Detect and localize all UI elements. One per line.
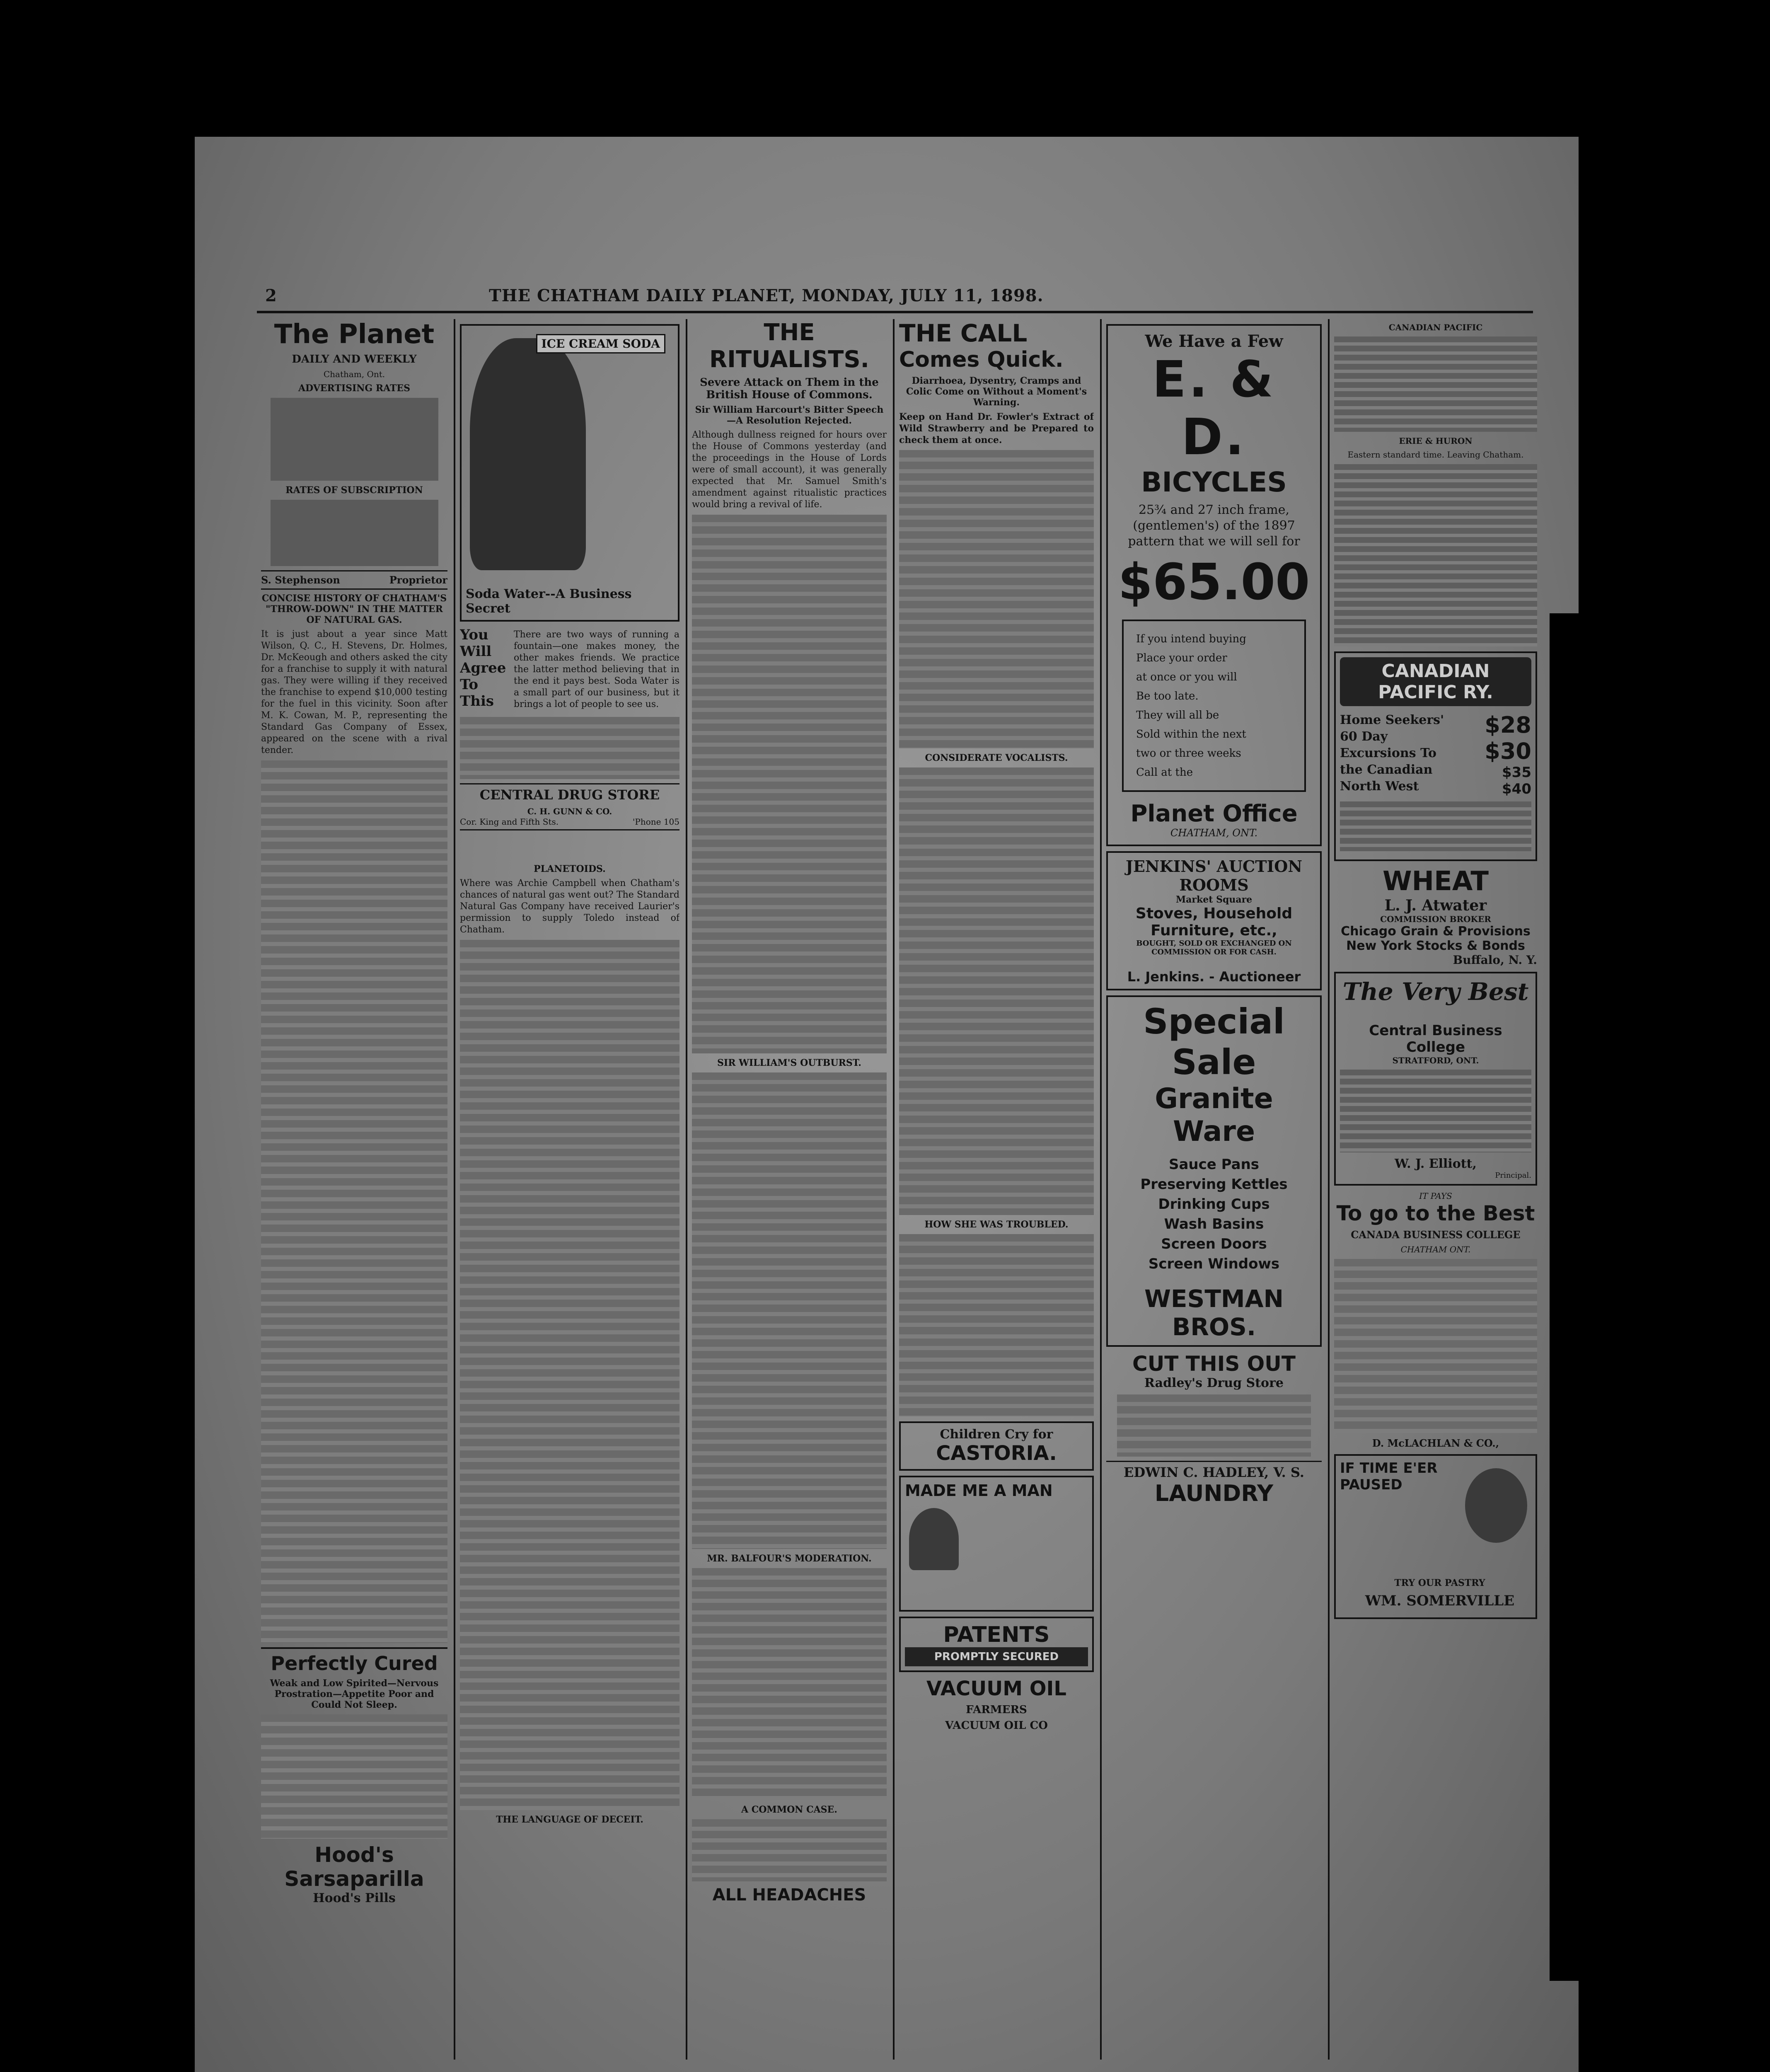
erie-timetable: [1334, 464, 1537, 646]
you-will-agree: You Will Agree To This: [460, 627, 506, 709]
jenkins-auction-ad: [1106, 851, 1322, 990]
history-continued-text: [261, 760, 447, 1643]
column-rule: [454, 319, 455, 2060]
planetoids-heading: PLANETOIDS.: [534, 864, 606, 874]
history-text: It is just about a year since Matt Wilson, Q. C., H. Stevens, Dr. Holmes, Dr. McKeough and others asked the city for a franchise to supply it with natural gas. They were willing if they received the franchise to expend $10,000 testing for the fuel in this vicinity. Soon after M. K. Cowan, M. P., representing the Standard Gas Company of Essex, appeared on the scene with a rival tender.: [261, 629, 447, 755]
excursion-body: [1340, 712, 1531, 797]
it-pays-line: IT PAYS: [1419, 1191, 1452, 1201]
column-rule: [893, 319, 895, 2060]
all-headaches-ad: ALL HEADACHES: [712, 1886, 866, 1905]
perfectly-cured-subheading: Weak and Low Spirited—Nervous Prostration—Appetite Poor and Could Not Sleep.: [270, 1678, 439, 1710]
rates-text-block: [271, 398, 438, 481]
troubled-heading: HOW SHE WAS TROUBLED.: [924, 1219, 1069, 1230]
canada-college-text: [1334, 1259, 1537, 1433]
comes-quick-headline: Comes Quick.: [899, 347, 1064, 372]
drug-store-owner: C. H. GUNN & CO.: [527, 806, 612, 816]
planet-office-city: CHATHAM, ONT.: [1170, 827, 1258, 839]
sale-item: Screen Windows: [1148, 1256, 1280, 1272]
call-continued-text: [899, 450, 1094, 748]
call-text: Keep on Hand Dr. Fowler's Extract of Wild Strawberry and be Prepared to check them at once.: [899, 411, 1094, 445]
common-case-text: [692, 1819, 887, 1881]
frame-description: 25¾ and 27 inch frame, (gentlemen's) of the 1897 pattern that we will sell for: [1128, 503, 1300, 549]
soda-continued-text: [460, 717, 679, 779]
very-best-script: The Very Best: [1342, 978, 1529, 1006]
drug-store-address: Cor. King and Fifth Sts.: [460, 817, 559, 827]
castoria-line-2: CASTORIA.: [936, 1442, 1057, 1465]
laundry-headline: LAUNDRY: [1154, 1480, 1274, 1506]
vacuum-oil-headline: VACUUM OIL: [926, 1677, 1066, 1700]
stoves-furniture: Stoves, Household Furniture, etc.,: [1135, 905, 1293, 939]
cp-timetable: [1334, 336, 1537, 432]
auctioneer-line: L. Jenkins. - Auctioneer: [1127, 969, 1301, 985]
hoods-sarsaparilla-ad: Hood's Sarsaparilla: [284, 1843, 424, 1891]
sale-item: Wash Basins: [1164, 1216, 1264, 1232]
college-text: [1340, 1070, 1531, 1152]
mclachlan-line: D. McLACHLAN & CO.,: [1372, 1437, 1499, 1449]
planet-nameplate: The Planet: [274, 319, 435, 350]
ritualists-continued-text: [692, 515, 887, 1053]
order-line-3: at once or you will: [1136, 671, 1237, 683]
column-2: [460, 319, 679, 2060]
order-line-8: Call at the: [1136, 766, 1193, 779]
sale-item: Screen Doors: [1161, 1236, 1267, 1252]
subscription-text-block: [271, 500, 438, 566]
balfour-text: [692, 1568, 887, 1800]
radley-drug-store: Radley's Drug Store: [1144, 1376, 1284, 1390]
home-seekers-text: Home Seekers' 60 Day Excursions To the Canadian North West: [1340, 713, 1444, 794]
ice-cream-soda-label: ICE CREAM SODA: [536, 334, 665, 353]
elliott-title: Principal.: [1495, 1171, 1531, 1180]
wheat-ad: [1334, 866, 1537, 967]
column-rule: [1328, 319, 1330, 2060]
bought-sold-line: BOUGHT, SOLD OR EXCHANGED ON COMMISSION OR FOR CASH.: [1136, 939, 1292, 956]
planetoids-continued-text: [460, 940, 679, 1810]
patents-headline: PATENTS: [943, 1622, 1050, 1647]
call-headline: THE CALL: [899, 319, 1028, 347]
chicago-grain-line: Chicago Grain & Provisions New York Stocks & Bonds: [1341, 924, 1531, 953]
column-rule: [1100, 319, 1102, 2060]
cured-text: [261, 1714, 447, 1839]
commission-broker: COMMISSION BROKER: [1380, 914, 1491, 924]
perfectly-cured-heading: Perfectly Cured: [261, 1647, 447, 1675]
hoods-pills-ad: Hood's Pills: [313, 1891, 396, 1905]
proprietor-line: [261, 570, 447, 590]
newspaper-page: [195, 137, 1579, 2072]
ritualists-subhead-2: Sir William Harcourt's Bitter Speech—A Resolution Rejected.: [695, 404, 884, 426]
proprietor-title: Proprietor: [389, 574, 447, 586]
soda-woman-illustration-icon: [470, 338, 586, 570]
newspaper-title: THE CHATHAM DAILY PLANET, MONDAY, JULY 11, 1898.: [489, 286, 1044, 305]
patents-subheadline: PROMPTLY SECURED: [905, 1647, 1088, 1666]
vocalists-text: [899, 767, 1094, 1215]
eastern-time-note: Eastern standard time. Leaving Chatham.: [1347, 450, 1524, 460]
canada-college-city: CHATHAM ONT.: [1400, 1244, 1471, 1254]
cut-this-out: CUT THIS OUT: [1132, 1352, 1296, 1376]
column-6: [1334, 319, 1537, 2060]
cut-text-block: [1117, 1394, 1311, 1457]
planet-place: Chatham, Ont.: [323, 369, 385, 379]
outburst-text: [692, 1072, 887, 1549]
try-our-pastry: TRY OUR PASTRY: [1394, 1578, 1485, 1588]
sale-item: Preserving Kettles: [1140, 1176, 1288, 1193]
order-notice-box: [1122, 620, 1306, 792]
special-sale-headline: Special Sale: [1143, 1001, 1285, 1082]
portrait-icon: [909, 1508, 959, 1570]
stratford-ont: STRATFORD, ONT.: [1392, 1055, 1479, 1065]
cut-this-out-ad: [1106, 1352, 1322, 1506]
somerville-name: WM. SOMERVILLE: [1365, 1593, 1515, 1609]
page-edge-shadow: [1550, 613, 1579, 1981]
ritualists-text: Although dullness reigned for hours over the House of Commons yesterday (and the proceedings in the House of Lords were of small account), it was generally expected that Mr. Samuel Smith's amendment against ritualistic practices would bring a revival of life.: [692, 430, 887, 510]
fare-value: $30: [1485, 738, 1531, 764]
bicycles-ad: [1106, 324, 1322, 846]
soda-headline: Soda Water--A Business Secret: [466, 587, 632, 616]
atwater-name: L. J. Atwater: [1384, 897, 1487, 914]
cpr-logo: CANADIAN PACIFIC RY.: [1340, 657, 1531, 706]
ware-word: Ware: [1173, 1115, 1255, 1148]
made-me-a-man-ad: [899, 1476, 1094, 1612]
sale-item: Drinking Cups: [1158, 1196, 1270, 1213]
hadley-vs: EDWIN C. HADLEY, V. S.: [1106, 1461, 1322, 1480]
order-line-2: Place your order: [1136, 652, 1227, 664]
made-me-a-man-headline: MADE ME A MAN: [905, 1481, 1053, 1500]
we-have-a-few: We Have a Few: [1145, 332, 1283, 351]
canadian-pacific-timetable-heading: CANADIAN PACIFIC: [1388, 322, 1483, 332]
order-line-5: They will all be: [1136, 709, 1219, 721]
column-4: [899, 319, 1094, 2060]
farmers-label: FARMERS: [966, 1704, 1027, 1716]
fare-list: [1445, 712, 1531, 797]
history-heading: CONCISE HISTORY OF CHATHAM'S "THROW-DOWN" IN THE MATTER OF NATURAL GAS.: [261, 593, 447, 625]
buffalo-line: Buffalo, N. Y.: [1453, 953, 1537, 967]
bicycle-price: $65.00: [1118, 554, 1310, 611]
father-time-illustration-icon: [1465, 1468, 1527, 1543]
drug-store-address-line: [460, 817, 679, 830]
market-square: Market Square: [1175, 894, 1253, 905]
proprietor-name: S. Stephenson: [261, 574, 340, 586]
bicycles-word: BICYCLES: [1141, 466, 1287, 498]
order-line-1: If you intend buying: [1136, 633, 1246, 645]
time-paused-headline: IF TIME E'ER PAUSED: [1340, 1460, 1438, 1493]
balfour-heading: MR. BALFOUR'S MODERATION.: [707, 1553, 872, 1564]
column-1: [261, 319, 447, 2060]
ed-brand: E. & D.: [1152, 351, 1276, 466]
soda-text: There are two ways of running a fountain—one makes money, the other makes friends. We practice the latter method believing that in the end it pays best. Soda Water is a small part of our business, but it brings a lot of people to see us.: [514, 629, 679, 709]
planetoids-text: Where was Archie Campbell when Chatham's chances of natural gas went out? The Standard Natural Gas Company have received Laurier's permission to supply Toledo instead of Chatham.: [460, 878, 679, 935]
masthead: [257, 286, 1533, 313]
central-business-college-ad: [1334, 972, 1537, 1186]
elliott-name: W. J. Elliott,: [1395, 1157, 1477, 1171]
canada-business-college: CANADA BUSINESS COLLEGE: [1351, 1229, 1521, 1241]
drug-store-phone: 'Phone 105: [632, 817, 679, 827]
go-to-best-headline: To go to the Best: [1336, 1201, 1535, 1225]
subscription-rates-heading: RATES OF SUBSCRIPTION: [285, 485, 423, 496]
ritualists-headline: THE RITUALISTS.: [709, 319, 869, 373]
planet-office: Planet Office: [1130, 800, 1298, 827]
language-of-deceit-heading: THE LANGUAGE OF DECEIT.: [496, 1814, 643, 1825]
ritualists-subhead: Severe Attack on Them in the British House of Commons.: [700, 376, 879, 401]
castoria-ad: [899, 1421, 1094, 1471]
castoria-line-1: Children Cry for: [940, 1427, 1053, 1442]
planet-tagline: DAILY AND WEEKLY: [292, 353, 417, 366]
common-case-heading: A COMMON CASE.: [741, 1804, 837, 1815]
fare-value: $28: [1485, 712, 1531, 738]
advertising-rates-heading: ADVERTISING RATES: [298, 383, 411, 394]
column-3: [692, 319, 887, 2060]
soda-ad: [460, 324, 679, 622]
granite-word: Granite: [1155, 1082, 1273, 1115]
somerville-ad: [1334, 1454, 1537, 1619]
patents-ad: [899, 1617, 1094, 1672]
column-5: [1106, 319, 1322, 2060]
troubled-text: [899, 1234, 1094, 1416]
sale-item: Sauce Pans: [1168, 1156, 1260, 1173]
order-line-6: Sold within the next: [1136, 728, 1246, 741]
cpr-excursion-ad: [1334, 651, 1537, 861]
erie-huron-heading: ERIE & HURON: [1399, 436, 1473, 446]
wheat-headline: WHEAT: [1382, 866, 1489, 897]
fare-value: $40: [1502, 781, 1531, 797]
jenkins-auction-rooms: JENKINS' AUCTION ROOMS: [1125, 857, 1303, 894]
vacuum-oil-company: VACUUM OIL CO: [945, 1719, 1048, 1732]
outburst-heading: SIR WILLIAM'S OUTBURST.: [717, 1058, 861, 1068]
excursion-dates: [1340, 801, 1531, 851]
call-subhead: Diarrhoea, Dysentry, Cramps and Colic Come on Without a Moment's Warning.: [906, 375, 1087, 408]
order-line-4: Be too late.: [1136, 690, 1199, 702]
soda-text-block: [460, 627, 679, 713]
central-drug-store: CENTRAL DRUG STORE: [460, 783, 679, 803]
column-rule: [686, 319, 687, 2060]
page-number: 2: [265, 286, 277, 305]
fare-value: $35: [1502, 764, 1531, 781]
order-line-7: two or three weeks: [1136, 747, 1241, 760]
vocalists-heading: CONSIDERATE VOCALISTS.: [925, 753, 1068, 763]
special-sale-ad: [1106, 995, 1322, 1347]
central-business-college: Central Business College: [1369, 1022, 1502, 1055]
westman-bros: WESTMAN BROS.: [1144, 1285, 1284, 1341]
